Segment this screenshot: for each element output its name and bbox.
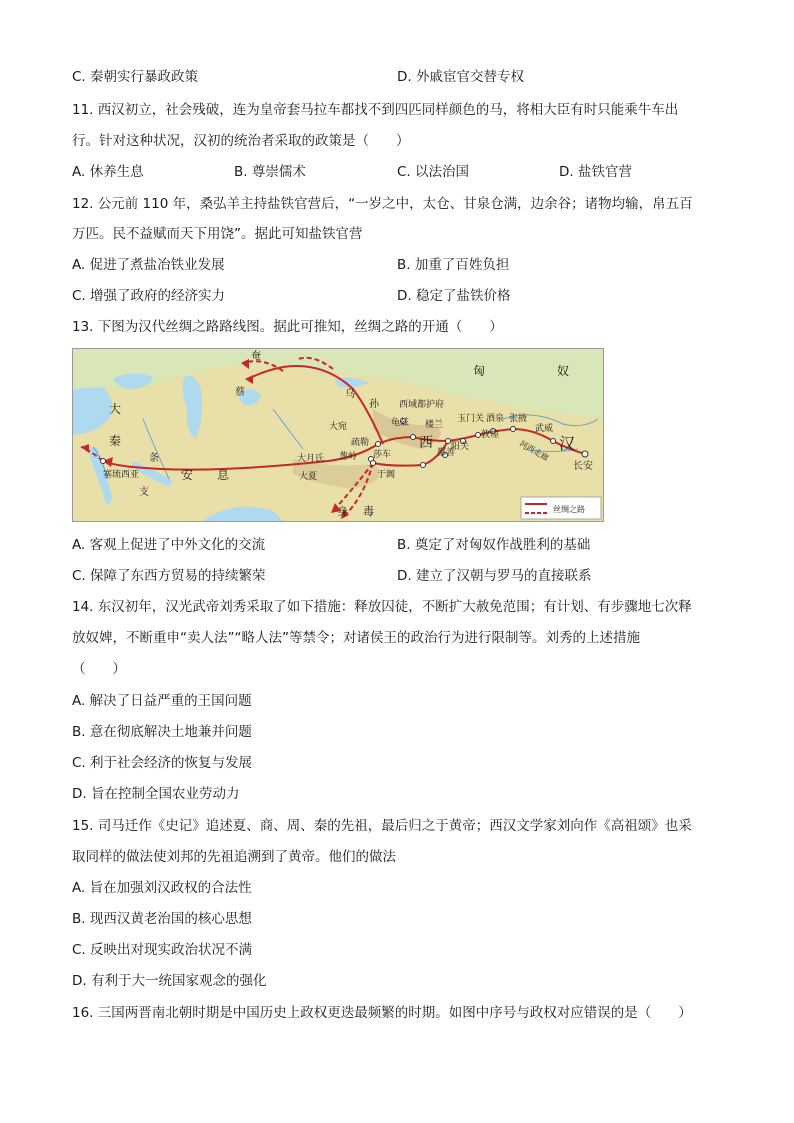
q10-option-c[interactable]: C. 秦朝实行暴政政策	[72, 69, 199, 85]
q10-option-d[interactable]: D. 外戚宦官交替专权	[397, 69, 524, 85]
map-label-tiaozhi: 支	[139, 487, 149, 498]
map-label-yangguan: 阳关	[451, 442, 470, 452]
map-label-xiyu: 西域都护府	[399, 400, 445, 410]
q12-stem: 12. 公元前 110 年，桑弘羊主持盐铁官营后，“一岁之中，太仓、甘泉仓满，边余谷；诸物均输，帛五百	[72, 196, 693, 212]
map-label-hexi: 河西走廊	[518, 438, 551, 463]
q11-stem: 行。针对这种状况，汉初的统治者采取的政策是（ ）	[72, 133, 410, 149]
map-label-anxi: 安	[181, 468, 194, 482]
q15-option-a[interactable]: A. 旨在加强刘汉政权的合法性	[72, 880, 252, 896]
q15-option-c[interactable]: C. 反映出对现实政治状况不满	[72, 942, 253, 958]
q12-option-c[interactable]: C. 增强了政府的经济实力	[72, 288, 226, 304]
map-label-shache: 莎车	[373, 450, 392, 460]
map-label-shanshan: 鄯善	[437, 448, 456, 458]
q14-stem: 14. 东汉初年，汉光武帝刘秀采取了如下措施：释放囚徒，不断扩大赦免范围；有计划、有步骤地七次释	[72, 599, 692, 615]
map-label-han: 汉	[559, 434, 576, 453]
q14-option-d[interactable]: D. 旨在控制全国农业劳动力	[72, 786, 240, 802]
map-label-changan: 长安	[573, 461, 593, 472]
map-label-xiongnu: 奴	[557, 364, 570, 378]
map-label-loulan: 楼兰	[425, 420, 444, 430]
q14-option-b[interactable]: B. 意在彻底解决土地兼并问题	[72, 724, 252, 740]
map-label-jiuquan: 酒泉	[486, 414, 505, 424]
map-label-dawan: 大宛	[329, 422, 348, 432]
q14-option-a[interactable]: A. 解决了日益严重的王国问题	[72, 693, 252, 709]
q11-option-b[interactable]: B. 尊崇儒术	[234, 164, 306, 180]
map-label-zhangye: 张掖	[509, 414, 528, 424]
q13-option-d[interactable]: D. 建立了汉朝与罗马的直接联系	[397, 568, 592, 584]
q16-stem: 16. 三国两晋南北朝时期是中国历史上政权更迭最频繁的时期。如图中序号与政权对应错误的是（ ）	[72, 1005, 692, 1021]
map-label-wusun: 孙	[369, 399, 379, 410]
map-legend-label: 丝绸之路	[553, 505, 585, 514]
map-label-wusun: 乌	[345, 389, 355, 400]
q14-stem: （ ）	[72, 661, 126, 677]
map-label-xi: 西	[419, 435, 433, 451]
map-label-xiongnu: 匈	[473, 364, 486, 378]
map-label-yutian: 于阗	[377, 470, 396, 480]
q13-option-a[interactable]: A. 客观上促进了中外文化的交流	[72, 537, 266, 553]
map-label-yancai: 奄	[251, 351, 261, 362]
q12-stem: 万匹。民不益赋而天下用饶”。据此可知盐铁官营	[72, 226, 363, 242]
q11-option-a[interactable]: A. 休养生息	[72, 164, 144, 180]
q12-option-b[interactable]: B. 加重了百姓负担	[397, 257, 510, 273]
q13-option-b[interactable]: B. 奠定了对匈奴作战胜利的基础	[397, 537, 591, 553]
map-label-tiaozhi: 条	[149, 453, 159, 464]
map-label-shule: 疏勒	[351, 438, 370, 448]
map-label-shendu: 身	[337, 505, 348, 518]
q15-stem: 15. 司马迁作《史记》追述夏、商、周、秦的先祖，最后归之于黄帝；西汉文学家刘向作《高祖颂》也采	[72, 818, 692, 834]
q12-option-d[interactable]: D. 稳定了盐铁价格	[397, 288, 511, 304]
map-legend	[521, 497, 601, 519]
q11-option-d[interactable]: D. 盐铁官营	[559, 164, 632, 180]
q14-stem: 放奴婢，不断重申“卖人法”“略人法”等禁令；对诸侯王的政治行为进行限制等。刘秀的上述措施	[72, 630, 640, 646]
q15-option-d[interactable]: D. 有利于大一统国家观念的强化	[72, 973, 267, 989]
map-label-daqin: 大	[109, 402, 122, 416]
map-label-saili: 塞琉西亚	[103, 470, 140, 480]
silk-road-map	[72, 348, 604, 522]
map-label-guici: 龟兹	[391, 418, 410, 428]
map-label-wuwei: 武威	[535, 424, 554, 434]
q13-option-c[interactable]: C. 保障了东西方贸易的持续繁荣	[72, 568, 266, 584]
q11-option-c[interactable]: C. 以法治国	[397, 164, 470, 180]
map-label-dunhuang: 敦煌	[481, 430, 500, 440]
map-label-dayuezhi: 大月氏	[297, 454, 325, 464]
q13-stem: 13. 下图为汉代丝绸之路路线图。据此可推知，丝绸之路的开通（ ）	[72, 319, 503, 335]
map-label-anxi: 息	[217, 468, 230, 482]
q15-option-b[interactable]: B. 现西汉黄老治国的核心思想	[72, 911, 252, 927]
map-label-shendu: 毒	[363, 505, 374, 518]
q12-option-a[interactable]: A. 促进了煮盐冶铁业发展	[72, 257, 225, 273]
map-label-yumen: 玉门关	[457, 414, 485, 424]
map-label-daqin: 秦	[109, 434, 122, 448]
q14-option-c[interactable]: C. 利于社会经济的恢复与发展	[72, 755, 253, 771]
map-label-daxia: 大夏	[299, 472, 318, 482]
q11-stem: 11. 西汉初立，社会残破，连为皇帝套马拉车都找不到四匹同样颜色的马，将相大臣有时只能乘牛车出	[72, 102, 679, 118]
map-label-congling: 葱岭	[339, 452, 358, 462]
q15-stem: 取同样的做法使刘邦的先祖追溯到了黄帝。他们的做法	[72, 849, 396, 865]
map-label-yancai: 蔡	[235, 387, 245, 398]
